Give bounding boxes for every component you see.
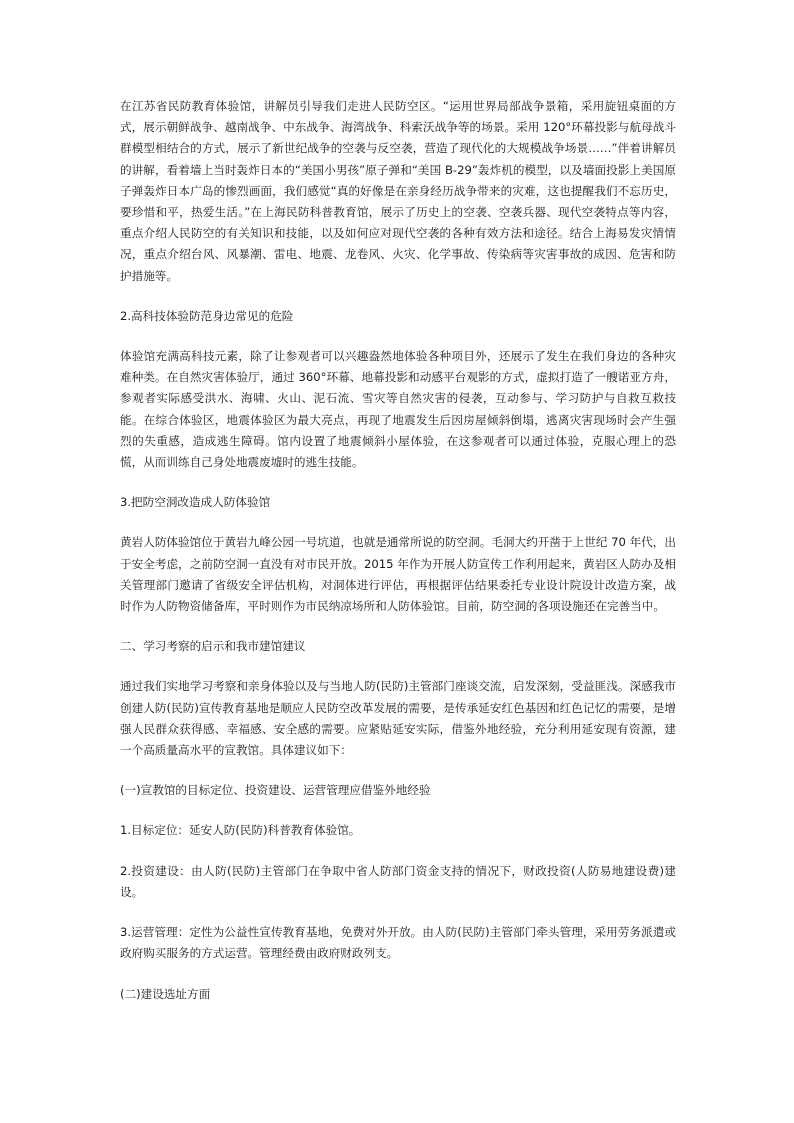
document-page xyxy=(120,96,676,1005)
subsection-heading-site: (二)建设选址方面 xyxy=(120,986,211,1001)
item-investment: 2.投资建设：由人防(民防)主管部门在争取中省人防部门资金支持的情况下，财政投资(人防易地建设费)建设。 xyxy=(120,863,676,899)
section-heading-high-tech: 2.高科技体验防范身边常见的危险 xyxy=(120,308,294,323)
item-target-positioning: 1.目标定位：延安人防(民防)科普教育体验馆。 xyxy=(120,823,361,838)
paragraph-exhibition-intro: 在江苏省民防教育体验馆，讲解员引导我们走进人民防空区。“运用世界局部战争景箱，采用旋钮桌面的方式，展示朝鲜战争、越南战争、中东战争、海湾战争、科索沃战争等的场景。采用 120°环幕投影与航母战斗群模型相结合的方式，展示了新世纪战争的空袭与反空袭，营造了现代化的大规模战争场景……”伴着讲解员的讲解，看着墙上当时轰炸日本的“美国小男孩”原子弹和“美国 B-29”轰炸机的模型，以及墙面投影上美国原子弹轰炸日本广岛的惨烈画面，我们感觉“真的好像是在亲身经历战争带来的灾难，这也提醒我们不忘历史，要珍惜和平，热爱生活。”在上海民防科普教育馆，展示了历史上的空袭、空袭兵器、现代空袭特点等内容，重点介绍人民防空的有关知识和技能，以及如何应对现代空袭的各种有效方法和途径。结合上海易发灾情情况，重点介绍台风、风暴潮、雷电、地震、龙卷风、火灾、化学事故、传染病等灾害事故的成因、危害和防护措施等。 xyxy=(120,99,676,283)
paragraph-high-tech: 体验馆充满高科技元素，除了让参观者可以兴趣盎然地体验各种项目外，还展示了发生在我们身边的各种灾难种类。在自然灾害体验厅，通过 360°环幕、地幕投影和动感平台观影的方式，虚拟打造了一艘诺亚方舟，参观者实际感受洪水、海啸、火山、泥石流、雪灾等自然灾害的侵袭，互动参与、学习防护与自救互救技能。在综合体验区，地震体验区为最大亮点，再现了地震发生后因房屋倾斜倒塌，逃离灾害现场时会产生强烈的失重感，造成逃生障碍。馆内设置了地震倾斜小屋体验，在这参观者可以通过体验，克服心理上的恐慌，从而训练自己身处地震废墟时的逃生技能。 xyxy=(120,349,676,470)
subsection-heading-positioning: (一)宣教馆的目标定位、投资建设、运营管理应借鉴外地经验 xyxy=(120,783,431,798)
section-heading-air-raid-shelter: 3.把防空洞改造成人防体验馆 xyxy=(120,495,271,510)
paragraph-air-raid-shelter: 黄岩人防体验馆位于黄岩九峰公园一号坑道，也就是通常所说的防空洞。毛洞大约开凿于上世纪 70 年代，出于安全考虑，之前防空洞一直没有对市民开放。2015 年作为开展人防宣传工作利用起来，黄岩区人防办及相关管理部门邀请了省级安全评估机构，对洞体进行评估，再根据评估结果委托专业设计院设计改造方案，战时作为人防物资储备库，平时则作为市民纳凉场所和人防体验馆。目前，防空洞的各项设施还在完善当中。 xyxy=(120,535,676,614)
paragraph-suggestions: 通过我们实地学习考察和亲身体验以及与当地人防(民防)主管部门座谈交流，启发深刻，受益匪浅。深感我市创建人防(民防)宣传教育基地是顺应人民防空改革发展的需要，是传承延安红色基因和红色记忆的需要，是增强人民群众获得感、幸福感、安全感的需要。应紧贴延安实际，借鉴外地经验，充分利用延安现有资源，建一个高质量高水平的宣教馆。具体建议如下： xyxy=(120,679,676,758)
item-operation: 3.运营管理：定性为公益性宣传教育基地，免费对外开放。由人防(民防)主管部门牵头管理，采用劳务派遣或政府购买服务的方式运营。管理经费由政府财政列支。 xyxy=(120,925,676,961)
section-heading-suggestions: 二、学习考察的启示和我市建馆建议 xyxy=(120,639,306,654)
